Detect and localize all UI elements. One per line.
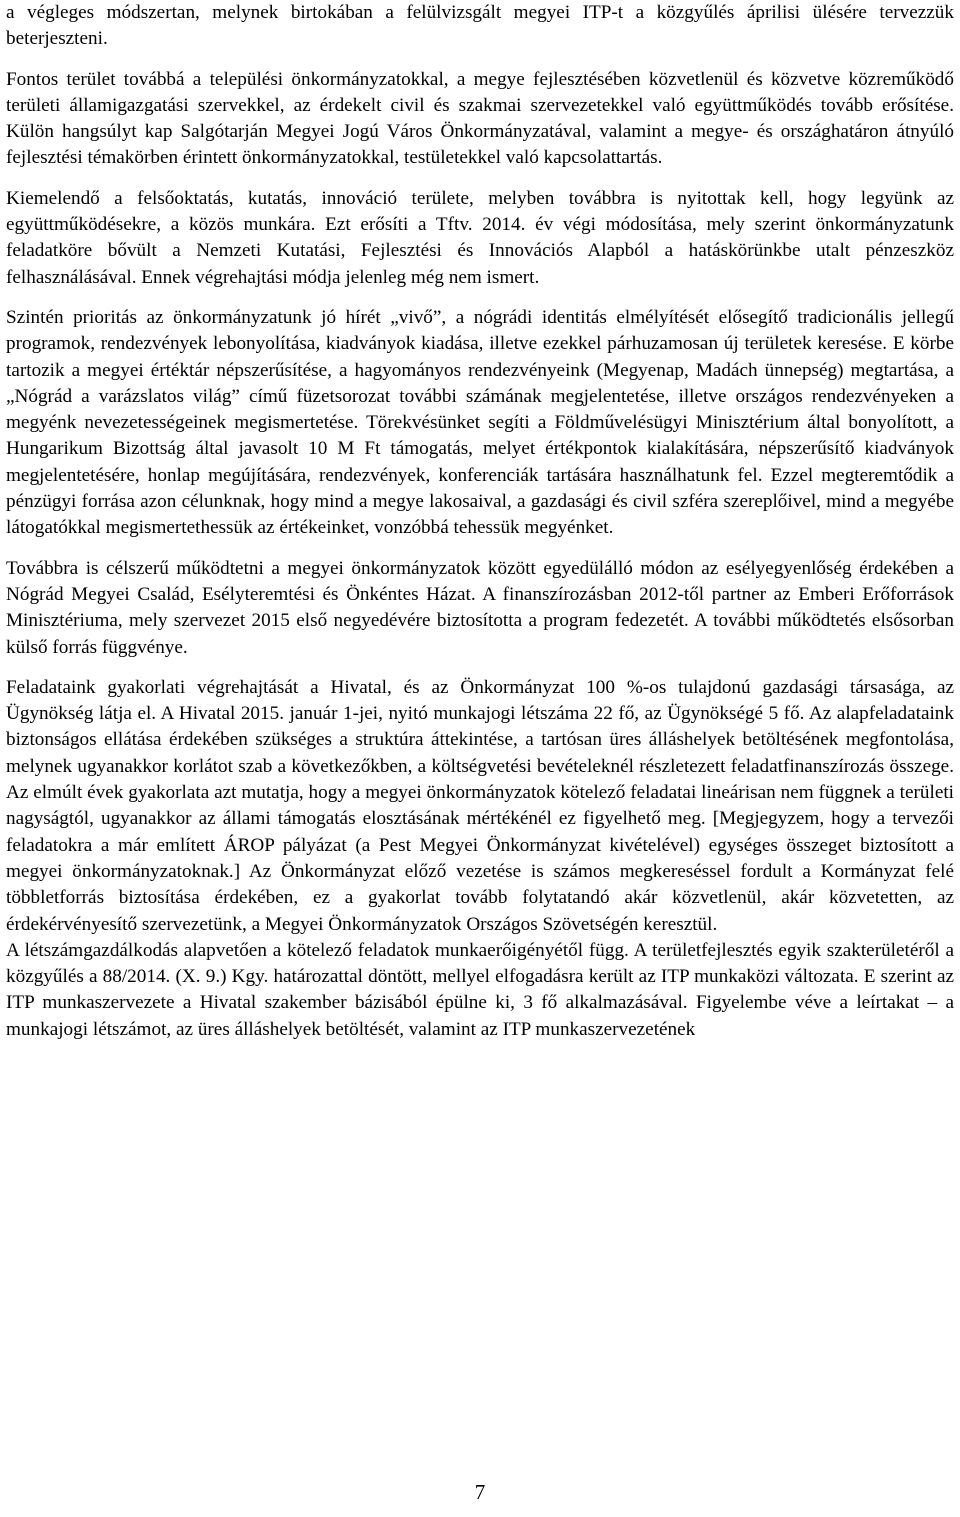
paragraph-itp-methodology: a végleges módszertan, melynek birtokában a felülvizsgált megyei ITP-t a közgyűlés áprilisi ülésére tervezzük beterjeszteni. (6, 2, 954, 50)
document-page (6, 0, 954, 1043)
page-number: 7 (474, 1480, 486, 1504)
paragraph-equal-opportunity-house: Továbbra is célszerű működtetni a megyei önkormányzatok között egyedülálló módon az esélyegyenlőség érdekében a Nógrád Megyei Család, Esélyteremtési és Önkéntes Házat. A finanszírozásban 2012-től partner az Emberi Erőforrások Minisztériuma, mely szervezet 2015 első negyedévére biztosította a program fedezetét. A további működtetés elsősorban külső forrás függvénye. (6, 557, 954, 658)
paragraph-staff-management: A létszámgazdálkodás alapvetően a kötelező feladatok munkaerőigényétől függ. A területfejlesztés egyik szakterületéről a közgyűlés a 88/2014. (X. 9.) Kgy. határozattal döntött, mellyel elfogadásra került az ITP munkaközi változata. E szerint az ITP munkaszervezete a Hivatal szakember bázisából épülne ki, 3 fő alkalmazásával. Figyelembe véve a leírtakat – a munkajogi létszámot, az üres álláshelyek betöltését, valamint az ITP munkaszervezetének (6, 939, 954, 1040)
paragraph-priorities-programs: Szintén prioritás az önkormányzatunk jó hírét „vivő”, a nógrádi identitás elmélyítését elősegítő tradicionális jellegű programok, rendezvények lebonyolítása, kiadványok kiadása, illetve ezekkel párhuzamosan új területek keresése. E körbe tartozik a megyei értéktár népszerűsítése, a hagyományos rendezvényeink (Megyenap, Madách ünnepség) megtartása, a „Nógrád a varázslatos világ” című füzetsorozat további számának megjelentetése, illetve országos rendezvényeken a megyénk nevezetességeinek megismertetése. Törekvésünket segíti a Földművelésügyi Minisztérium által bonyolított, a Hungarikum Bizottság által javasolt 10 M Ft támogatás, melyet értékpontok kialakítására, népszerűsítő kiadványok megjelentetésére, honlap megújítására, rendezvények, konferenciák tartására használhatunk fel. Ezzel megteremtődik a pénzügyi forrása azon célunknak, hogy mind a megye lakosaival, a gazdasági és civil szféra szereplőivel, mind a megyébe látogatókkal megismertethessük az értékeinket, vonzóbbá tehessük megyénket. (6, 306, 954, 539)
paragraph-office-agency: Feladataink gyakorlati végrehajtását a Hivatal, és az Önkormányzat 100 %-os tulajdonú gazdasági társasága, az Ügynökség látja el. A Hivatal 2015. január 1-jei, nyitó munkajogi létszáma 22 fő, az Ügynökségé 5 fő. Az alapfeladataink biztonságos ellátása érdekében szükséges a struktúra áttekintése, a tartósan üres álláshelyek betöltésének megfontolása, melynek ugyanakkor korlátot szab a következőkben, a költségvetési bevételeknél részletezett feladatfinanszírozás összege. Az elmúlt évek gyakorlata azt mutatja, hogy a megyei önkormányzatok kötelező feladatai lineárisan nem függnek a területi nagyságtól, ugyanakkor az állami támogatás elosztásának mértékénél ez figyelhető meg. [Megjegyzem, hogy a tervezői feladatokra a már említett ÁROP pályázat (a Pest Megyei Önkormányzat kivételével) egységes összeget biztosított a megyei önkormányzatoknak.] Az Önkormányzat előző vezetése is számos megkereséssel fordult a Kormányzat felé többletforrás biztosítása érdekében, ez a gyakorlat tovább folytatandó akár közvetlenül, akár közvetetten, az érdekérvényesítő szervezetünk, a Megyei Önkormányzatok Országos Szövetségén keresztül. (6, 676, 954, 935)
paragraph-cooperation: Fontos terület továbbá a települési önkormányzatokkal, a megye fejlesztésében közvetlenül és közvetve közreműködő területi államigazgatási szervekkel, az érdekelt civil és szakmai szervezetekkel való együttműködés tovább erősítése. Külön hangsúlyt kap Salgótarján Megyei Jogú Város Önkormányzatával, valamint a megye- és országhatáron átnyúló fejlesztési témakörben érintett önkormányzatokkal, testületekkel való kapcsolattartás. (6, 68, 954, 169)
paragraph-higher-education: Kiemelendő a felsőoktatás, kutatás, innováció területe, melyben továbbra is nyitottak kell, hogy legyünk az együttműködésekre, a közös munkára. Ezt erősíti a Tftv. 2014. év végi módosítása, mely szerint önkormányzatunk feladatköre bővült a Nemzeti Kutatási, Fejlesztési és Innovációs Alapból a hatáskörünkbe utalt pénzeszköz felhasználásával. Ennek végrehajtási módja jelenleg még nem ismert. (6, 187, 954, 288)
